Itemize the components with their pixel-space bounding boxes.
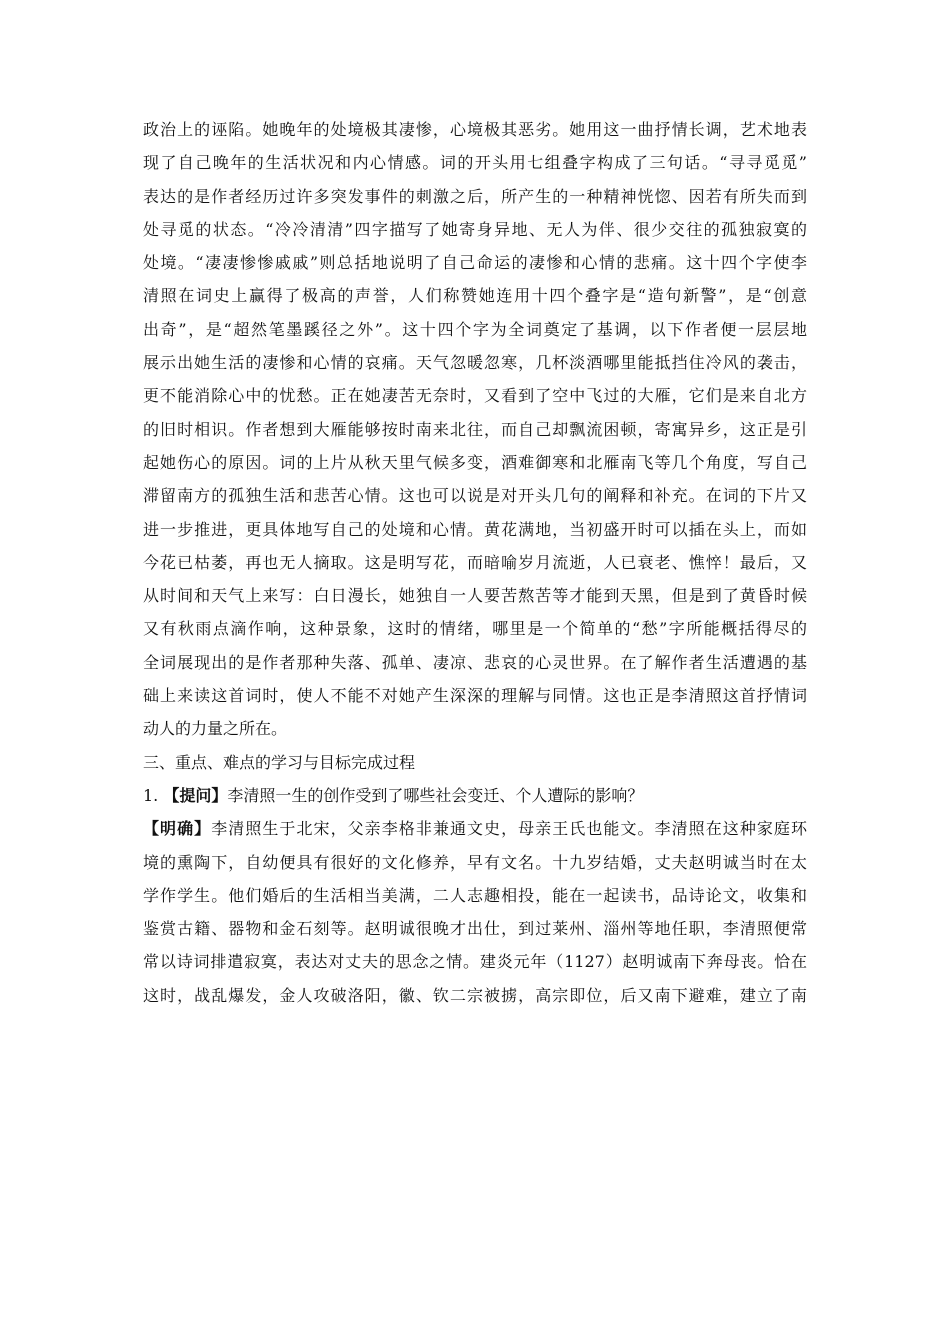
answer-line: 常以诗词排遣寂寞，表达对丈夫的思念之情。建炎元年（1127）赵明诚南下奔母丧。恰在	[143, 952, 807, 972]
text-line: 起她伤心的原因。词的上片从秋天里气候多变，酒难御寒和北雁南飞等几个角度，写自己	[143, 452, 807, 472]
text-line: 表达的是作者经历过许多突发事件的刺激之后，所产生的一种精神恍惚、因若有所失而到	[143, 186, 807, 206]
text-line: 现了自己晚年的生活状况和内心情感。词的开头用七组叠字构成了三句话。“寻寻觅觅”	[143, 153, 807, 173]
text-line: 展示出她生活的凄惨和心情的哀痛。天气忽暖忽寒，几杯淡酒哪里能抵挡住冷风的袭击，	[143, 353, 807, 373]
text-line: 从时间和天气上来写：白日漫长，她独自一人要苦熬苦等才能到天黑，但是到了黄昏时候	[143, 586, 807, 606]
answer-line: 鉴赏古籍、器物和金石刻等。赵明诚很晚才出仕，到过莱州、淄州等地任职，李清照便常	[143, 919, 807, 939]
body-text	[143, 113, 807, 1012]
question-line	[143, 779, 807, 812]
text-line: 础上来读这首词时，使人不能不对她产生深深的理解与同情。这也正是李清照这首抒情词	[143, 686, 807, 706]
answer-line: 这时，战乱爆发，金人攻破洛阳，徽、钦二宗被掳，高宗即位，后又南下避难，建立了南	[143, 985, 807, 1005]
text-line: 出奇”，是“超然笔墨蹊径之外”。这十四个字为全词奠定了基调，以下作者便一层层地	[143, 319, 807, 339]
answer-line: 境的熏陶下，自幼便具有很好的文化修养，早有文名。十九岁结婚，丈夫赵明诚当时在太	[143, 852, 807, 872]
section-heading: 三、重点、难点的学习与目标完成过程	[143, 752, 416, 772]
text-line: 滞留南方的孤独生活和悲苦心情。这也可以说是对开头几句的阐释和补充。在词的下片又	[143, 486, 807, 506]
text-line: 又有秋雨点滴作响，这种景象，这时的情绪，哪里是一个简单的“愁”字所能概括得尽的	[143, 619, 807, 639]
text-line: 政治上的诬陷。她晚年的处境极其凄惨，心境极其恶劣。她用这一曲抒情长调，艺术地表	[143, 120, 807, 139]
text-line: 今花已枯萎，再也无人摘取。这是明写花，而暗喻岁月流逝，人已衰老、憔悴！最后，又	[143, 552, 807, 572]
text-line: 动人的力量之所在。	[143, 719, 288, 739]
text-line: 进一步推进，更具体地写自己的处境和心情。黄花满地，当初盛开时可以插在头上，而如	[143, 519, 807, 539]
text-line: 全词展现出的是作者那种失落、孤单、凄凉、悲哀的心灵世界。在了解作者生活遭遇的基	[143, 652, 807, 672]
question-label: 【提问】	[163, 785, 228, 805]
text-line: 处寻觅的状态。“冷冷清清”四字描写了她寄身异地、无人为伴、很少交往的孤独寂寞的	[143, 219, 807, 239]
answer-line: 学作学生。他们婚后的生活相当美满，二人志趣相投，能在一起读书，品诗论文，收集和	[143, 885, 807, 905]
text-line: 更不能消除心中的忧愁。正在她凄苦无奈时，又看到了空中飞过的大雁，它们是来自北方	[143, 386, 807, 406]
answer-first-line	[143, 812, 807, 845]
text-line: 的旧时相识。作者想到大雁能够按时南来北往，而自己却飘流困顿，寄寓异乡，这正是引	[143, 419, 807, 439]
answer-text: 李清照生于北宋，父亲李格非兼通文史，母亲王氏也能文。李清照在这种家庭环	[211, 819, 807, 839]
text-line: 清照在词史上赢得了极高的声誉，人们称赞她连用十四个叠字是“造句新警”，是“创意	[143, 286, 807, 306]
answer-label: 【明确】	[143, 819, 212, 839]
text-line: 处境。“凄凄惨惨戚戚”则总括地说明了自己命运的凄惨和心情的悲痛。这十四个字使李	[143, 253, 807, 273]
question-text: 李清照一生的创作受到了哪些社会变迁、个人遭际的影响？	[227, 785, 644, 805]
question-number: 1.	[143, 785, 159, 805]
